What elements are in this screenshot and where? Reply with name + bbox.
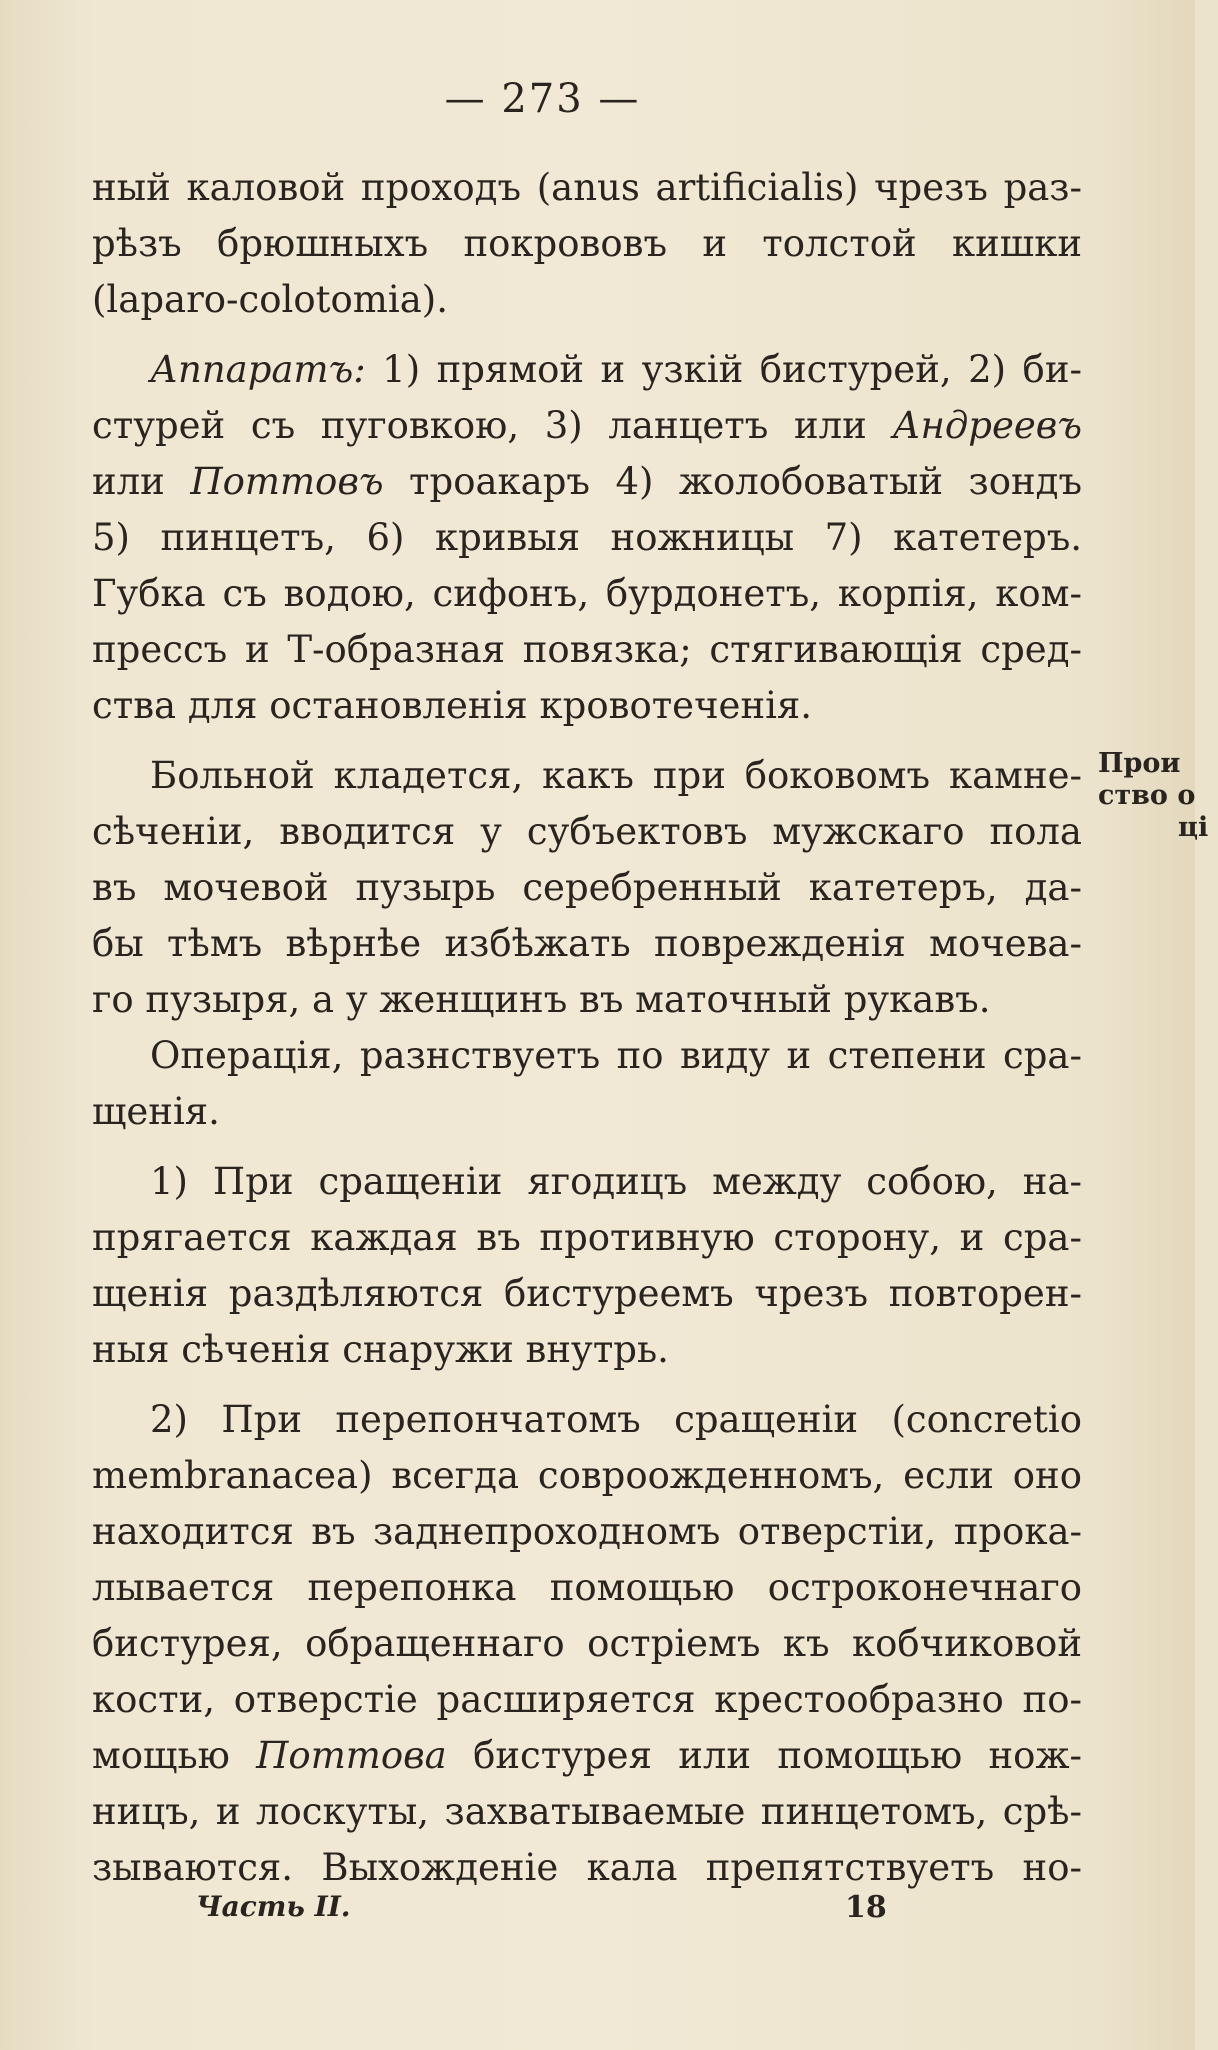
signature-mark: Часть II. <box>196 1890 351 1923</box>
text-line: 5) пинцетъ, 6) кривыя ножницы 7) катетеръ. <box>92 516 1082 559</box>
text-line: ныя сѣченія снаружи внутрь. <box>92 1328 669 1371</box>
margin-note <box>1098 748 1218 844</box>
text-line: 1) При сращеніи ягодицъ между собою, на- <box>150 1160 1082 1203</box>
margin-note-line: Прои <box>1098 748 1181 779</box>
text-line: сѣченіи, вводится у субъектовъ мужскаго пола <box>92 810 1082 853</box>
page-footer <box>0 1890 1195 1930</box>
text-line: Губка съ водою, сифонъ, бурдонетъ, корпія, ком- <box>92 572 1082 615</box>
text-line: или Поттовъ троакаръ 4) жолобоватый зондъ <box>92 460 1082 503</box>
sheet-number: 18 <box>845 1890 887 1925</box>
text-line: зываются. Выхожденіе кала препятствуетъ но- <box>92 1846 1082 1889</box>
text-line: въ мочевой пузырь серебренный катетеръ, да- <box>92 866 1082 909</box>
text-line: membranacea) всегда совроожденномъ, если оно <box>92 1454 1082 1497</box>
text-line: ный каловой проходъ (anus artificialis) чрезъ раз- <box>92 166 1082 209</box>
text-line: кости, отверстіе расширяется крестообразно по- <box>92 1678 1082 1721</box>
text-line: прессъ и Т-образная повязка; стягивающія сред- <box>92 628 1082 671</box>
text-line: 2) При перепончатомъ сращеніи (concretio <box>150 1398 1082 1441</box>
text-line: щенія раздѣляются бистуреемъ чрезъ повторен- <box>92 1272 1082 1315</box>
margin-note-line: ство о <box>1098 780 1196 811</box>
text-line: го пузыря, а у женщинъ въ маточный рукавъ. <box>92 978 991 1021</box>
text-line: Операція, разнствуетъ по виду и степени сра- <box>150 1034 1082 1077</box>
text-line: рѣзъ брюшныхъ покрововъ и толстой кишки <box>92 222 1082 265</box>
body-text <box>92 160 1082 1896</box>
text-line: (laparo-colotomia). <box>92 278 448 321</box>
text-line: стурей съ пуговкою, 3) ланцетъ или Андреевъ <box>92 404 1082 447</box>
text-line: мощью Поттова бистурея или помощью нож- <box>92 1734 1082 1777</box>
text-line: прягается каждая въ противную сторону, и сра- <box>92 1216 1082 1259</box>
text-line: находится въ заднепроходномъ отверстіи, прока- <box>92 1510 1082 1553</box>
text-line: лывается перепонка помощью остроконечнаго <box>92 1566 1082 1609</box>
margin-note-line: ці <box>1178 812 1209 843</box>
text-line: ницъ, и лоскуты, захватываемые пинцетомъ, срѣ- <box>92 1790 1082 1833</box>
page-number: — 273 — <box>444 76 641 122</box>
text-line: Аппаратъ: 1) прямой и узкій бистурей, 2) би- <box>150 348 1082 391</box>
text-line: Больной кладется, какъ при боковомъ камне- <box>150 754 1082 797</box>
text-line: щенія. <box>92 1090 220 1133</box>
text-line: бы тѣмъ вѣрнѣе избѣжать поврежденія мочева- <box>92 922 1082 965</box>
text-line: бистурея, обращеннаго остріемъ къ кобчиковой <box>92 1622 1082 1665</box>
text-line: ства для остановленія кровотеченія. <box>92 684 813 727</box>
